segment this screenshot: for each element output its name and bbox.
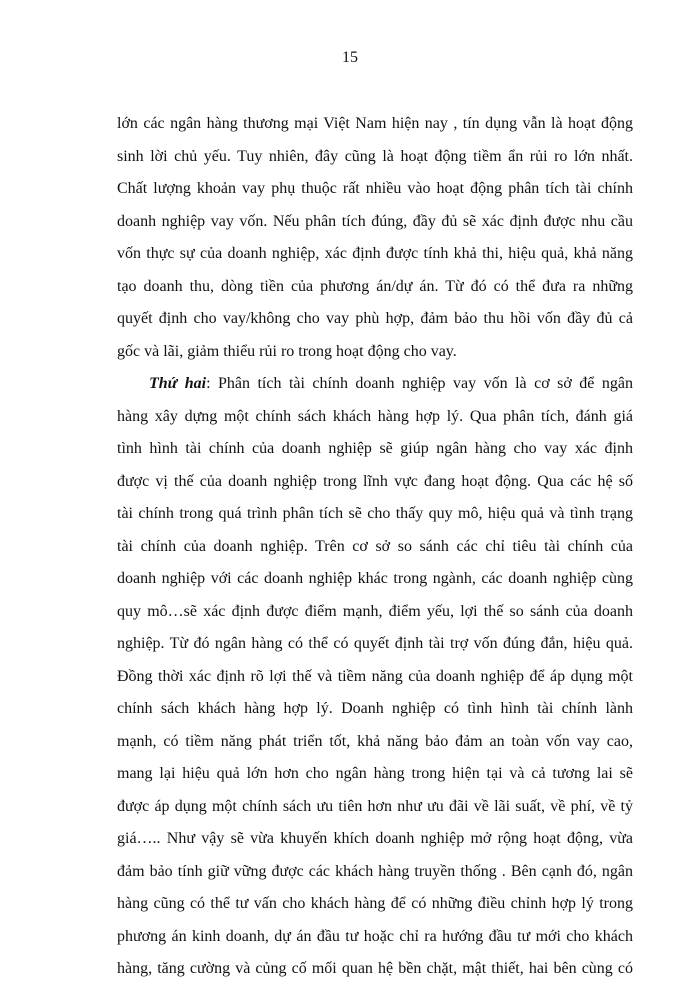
- page-number: 15: [342, 49, 358, 66]
- paragraph-1-line: sinh lời chủ yếu. Tuy nhiên, đây cũng là hoạt động tiềm ẩn rủi ro lớn nhất.: [117, 147, 633, 165]
- paragraph-2-line: mạnh, có tiềm năng phát triển tốt, khả năng bảo đảm an toàn vốn vay cao,: [117, 732, 633, 750]
- paragraph-1-line: Chất lượng khoản vay phụ thuộc rất nhiều vào hoạt động phân tích tài chính: [117, 180, 633, 197]
- paragraph-2-line: được áp dụng một chính sách ưu tiên hơn như ưu đãi về lãi suất, về phí, về tỷ: [117, 797, 633, 815]
- paragraph-2-line: giá….. Như vậy sẽ vừa khuyến khích doanh nghiệp mở rộng hoạt động, vừa: [117, 830, 633, 847]
- paragraph-2-line: nghiệp. Từ đó ngân hàng có thể có quyết định tài trợ vốn đúng đắn, hiệu quả.: [117, 635, 633, 652]
- paragraph-2-line: hàng cũng có thể tư vấn cho khách hàng để có những điều chỉnh hợp lý trong: [117, 895, 633, 912]
- paragraph-2-line: mang lại hiệu quả lớn hơn cho ngân hàng trong hiện tại và cả tương lai sẽ: [117, 765, 633, 782]
- paragraph-2-line: tình hình tài chính của doanh nghiệp sẽ giúp ngân hàng cho vay xác định: [117, 440, 633, 457]
- paragraph-2-line: Đồng thời xác định rõ lợi thế và tiềm năng của doanh nghiệp để áp dụng một: [117, 667, 633, 685]
- paragraph-2-line-text: : Phân tích tài chính doanh nghiệp vay vốn là cơ sở để ngân: [206, 375, 633, 392]
- paragraph-1-line: doanh nghiệp vay vốn. Nếu phân tích đúng, đầy đủ sẽ xác định được nhu cầu: [117, 212, 633, 230]
- paragraph-2-line: quy mô…sẽ xác định được điểm mạnh, điểm yếu, lợi thế so sánh của doanh: [117, 602, 633, 620]
- paragraph-2-line: doanh nghiệp với các doanh nghiệp khác trong ngành, các doanh nghiệp cùng: [117, 570, 633, 587]
- paragraph-2-line: đảm bảo tính giữ vững được các khách hàng truyền thống . Bên cạnh đó, ngân: [117, 862, 633, 880]
- paragraph-1-line: vốn thực sự của doanh nghiệp, xác định được tính khả thi, hiệu quả, khả năng: [117, 245, 633, 262]
- paragraph-2-line: hàng xây dựng một chính sách khách hàng hợp lý. Qua phân tích, đánh giá: [117, 407, 633, 425]
- paragraph-2-line: phương án kinh doanh, dự án đầu tư hoặc chỉ ra hướng đầu tư mới cho khách: [117, 927, 633, 945]
- paragraph-2-lead: Thứ hai: [149, 375, 207, 392]
- paragraph-1-line: gốc và lãi, giảm thiểu rủi ro trong hoạt động cho vay.: [117, 342, 457, 360]
- body-text: [117, 108, 633, 986]
- paragraph-1-line: quyết định cho vay/không cho vay phù hợp, đảm bảo thu hồi vốn đầy đủ cả: [117, 310, 633, 327]
- paragraph-2-first-line: [117, 368, 633, 401]
- paragraph-1-line: tạo doanh thu, dòng tiền của phương án/dự án. Từ đó có thể đưa ra những: [117, 277, 633, 295]
- paragraph-1-line: lớn các ngân hàng thương mại Việt Nam hiện nay , tín dụng vẫn là hoạt động: [117, 115, 633, 132]
- paragraph-2-line: được vị thế của doanh nghiệp trong lĩnh vực đang hoạt động. Qua các hệ số: [117, 472, 633, 490]
- paragraph-2-line: chính sách khách hàng hợp lý. Doanh nghiệp có tình hình tài chính lành: [117, 700, 633, 717]
- paragraph-2-line: hàng, tăng cường và củng cố mối quan hệ bền chặt, mật thiết, hai bên cùng có: [117, 960, 633, 977]
- paragraph-2-line: tài chính của doanh nghiệp. Trên cơ sở so sánh các chỉ tiêu tài chính của: [117, 537, 633, 555]
- paragraph-2-line: tài chính trong quá trình phân tích sẽ cho thấy quy mô, hiệu quả và tình trạng: [117, 505, 633, 522]
